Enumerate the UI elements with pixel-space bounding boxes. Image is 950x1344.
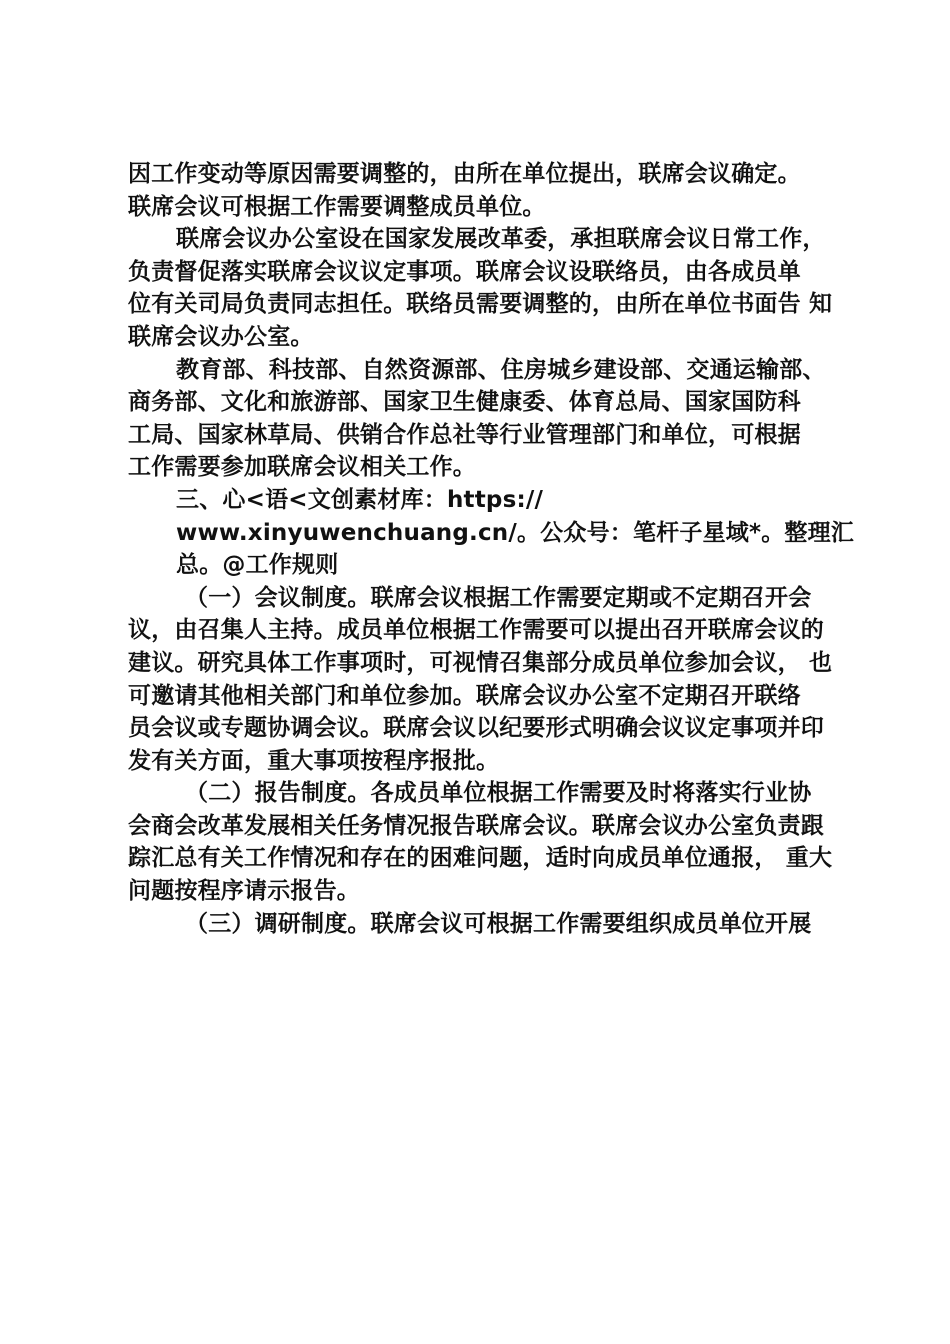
text-line: 工作需要参加联席会议相关工作。 [128, 454, 476, 481]
paragraph-departments [128, 354, 868, 484]
text-line: 员会议或专题协调会议。联席会议以纪要形式明确会议议定事项并印 [128, 715, 824, 742]
text-line: 会商会改革发展相关任务情况报告联席会议。联席会议办公室负责跟 [128, 812, 824, 839]
text-line: 议，由召集人主持。成员单位根据工作需要可以提出召开联席会议的 [128, 617, 824, 644]
text-line: 因工作变动等原因需要调整的，由所在单位提出，联席会议确定。 [128, 161, 801, 187]
text-line: 工局、国家林草局、供销合作总社等行业管理部门和单位，可根据 [128, 421, 801, 448]
text-line: 总。@工作规则 [176, 552, 339, 579]
text-line: 可邀请其他相关部门和单位参加。联席会议办公室不定期召开联络 [128, 682, 801, 709]
text-line: 教育部、科技部、自然资源部、住房城乡建设部、交通运输部、 [176, 356, 826, 383]
paragraph-member-adjustment [128, 158, 868, 223]
document-body [128, 158, 868, 940]
text-line: 联席会议可根据工作需要调整成员单位。 [128, 193, 546, 220]
text-line: 发有关方面，重大事项按程序报批。 [128, 747, 500, 774]
paragraph-office-liaison [128, 223, 868, 353]
paragraph-meeting-system [128, 582, 868, 778]
text-line: 联席会议办公室。 [128, 323, 314, 350]
text-line: 建议。研究具体工作事项时，可视情召集部分成员单位参加会议， 也 [128, 649, 833, 676]
text-line: 商务部、文化和旅游部、国家卫生健康委、体育总局、国家国防科 [128, 389, 801, 416]
text-line: （二）报告制度。各成员单位根据工作需要及时将落实行业协 [185, 780, 812, 807]
paragraph-report-system [128, 777, 868, 907]
text-line: 问题按程序请示报告。 [128, 878, 360, 905]
text-line: （三）调研制度。联席会议可根据工作需要组织成员单位开展 [185, 910, 812, 937]
text-line: 三、心<语<文创素材库：https:// [176, 486, 544, 513]
text-line: www.xinyuwenchuang.cn/。公众号：笔杆子星域*。整理汇 [176, 519, 855, 546]
text-line: 位有关司局负责同志担任。联络员需要调整的，由所在单位书面告 知 [128, 291, 833, 318]
text-line: 负责督促落实联席会议议定事项。联席会议设联络员，由各成员单 [128, 258, 801, 285]
paragraph-research-system [128, 908, 868, 941]
text-line: 联席会议办公室设在国家发展改革委，承担联席会议日常工作， [176, 226, 826, 253]
section-heading-work-rules [128, 484, 868, 582]
text-line: （一）会议制度。联席会议根据工作需要定期或不定期召开会 [185, 584, 812, 611]
text-line: 踪汇总有关工作情况和存在的困难问题，适时向成员单位通报， 重大 [128, 845, 833, 872]
